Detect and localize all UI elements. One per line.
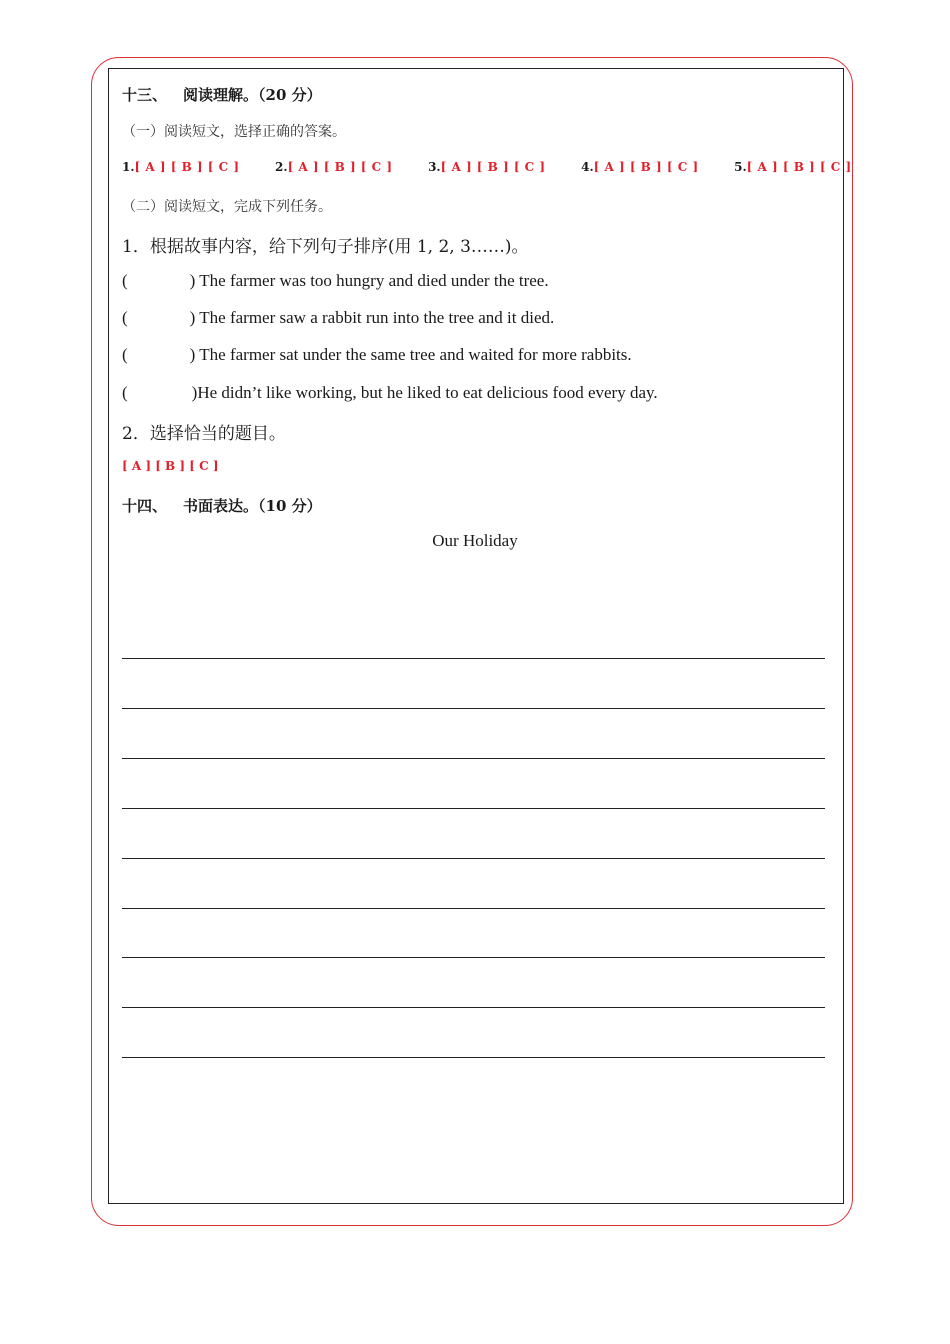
writing-line[interactable]: [122, 808, 825, 809]
order-sentence: ( )He didn’t like working, but he liked to eat delicious food every day.: [122, 383, 658, 402]
section-14-heading: [122, 495, 322, 516]
question-4-options: 4.[ A ] [ B ] [ C ]: [581, 160, 699, 174]
writing-line[interactable]: [122, 858, 825, 859]
section-13-title: 阅读理解。（20 分）: [183, 86, 322, 104]
question-1-choices[interactable]: [ A ] [ B ] [ C ]: [134, 160, 240, 174]
order-sentence: ( ) The farmer sat under the same tree and waited for more rabbits.: [122, 345, 632, 364]
writing-line[interactable]: [122, 708, 825, 709]
writing-line[interactable]: [122, 908, 825, 909]
task-2-choices[interactable]: [ A ] [ B ] [ C ]: [122, 459, 219, 473]
part-1-instruction: （一）阅读短文，选择正确的答案。: [122, 124, 346, 140]
question-4-choices[interactable]: [ A ] [ B ] [ C ]: [593, 160, 699, 174]
writing-line[interactable]: [122, 1007, 825, 1008]
order-sentence: ( ) The farmer was too hungry and died under the tree.: [122, 271, 549, 290]
question-5-options: 5.[ A ] [ B ] [ C ]: [734, 160, 852, 174]
part-2-instruction: （二）阅读短文，完成下列任务。: [122, 199, 332, 215]
task-1-prompt: 1．根据故事内容，给下列句子排序(用 1, 2, 3……)。: [122, 237, 529, 257]
writing-line[interactable]: [122, 1057, 825, 1058]
section-13-number: 十三、: [122, 86, 168, 104]
task-2-prompt: 2．选择恰当的题目。: [122, 424, 286, 444]
writing-line[interactable]: [122, 758, 825, 759]
question-3-choices[interactable]: [ A ] [ B ] [ C ]: [440, 160, 546, 174]
question-2-options: 2.[ A ] [ B ] [ C ]: [275, 160, 393, 174]
section-14-title: 书面表达。（10 分）: [183, 497, 322, 515]
section-14-number: 十四、: [122, 497, 168, 515]
order-sentence: ( ) The farmer saw a rabbit run into the tree and it died.: [122, 308, 555, 327]
section-13-heading: [122, 84, 322, 105]
question-3-options: 3.[ A ] [ B ] [ C ]: [428, 160, 546, 174]
question-5-choices[interactable]: [ A ] [ B ] [ C ]: [746, 160, 852, 174]
question-1-options: 1.[ A ] [ B ] [ C ]: [122, 160, 240, 174]
essay-title: Our Holiday: [432, 531, 518, 550]
question-2-choices[interactable]: [ A ] [ B ] [ C ]: [287, 160, 393, 174]
writing-line[interactable]: [122, 957, 825, 958]
choice-row: [122, 160, 887, 174]
writing-line[interactable]: [122, 658, 825, 659]
